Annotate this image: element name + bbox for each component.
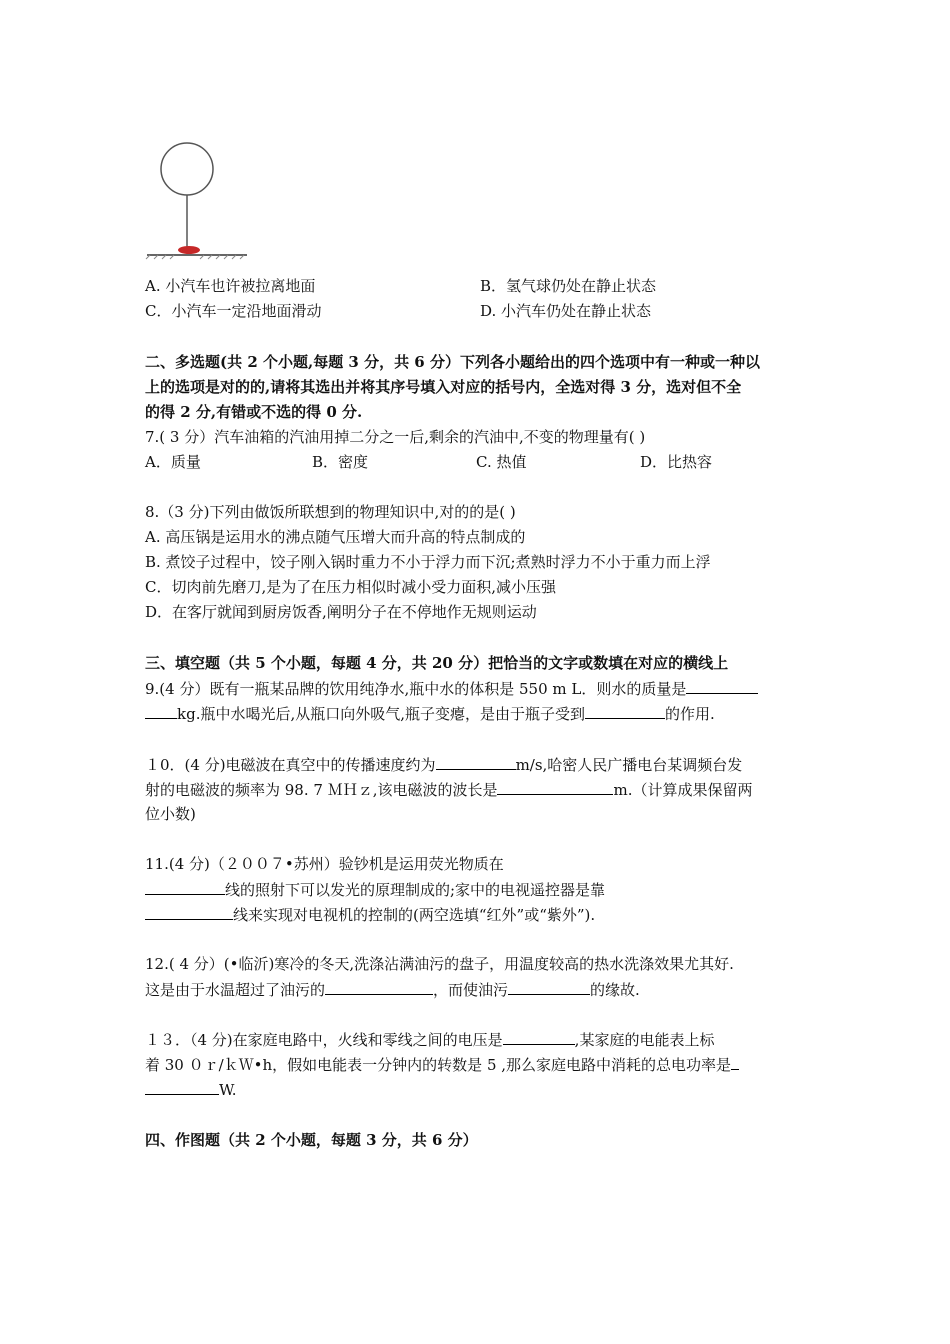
q9-text-1: 9.(4 分）既有一瓶某品牌的饮用纯净水,瓶中水的体积是 550 m L．则水的质量是: [145, 680, 687, 698]
q13-blank-1[interactable]: [503, 1029, 575, 1045]
q10-line3: 位小数): [145, 805, 196, 823]
q7-option-a: A．质量: [145, 453, 201, 471]
q7-stem: 7.( 3 分）汽车油箱的汽油用掉二分之一后,剩余的汽油中,不变的物理量有( ): [145, 428, 646, 446]
q9-blank-2[interactable]: [585, 703, 665, 719]
q8-stem: 8.（3 分)下列由做饭所联想到的物理知识中,对的的是( ): [145, 503, 516, 521]
q12-line1: 12.( 4 分）(•临沂)寒冷的冬天,洗涤沾满油污的盘子，用温度较高的热水洗涤效果尤其好.: [145, 955, 734, 973]
q12-blank-2[interactable]: [508, 979, 590, 995]
q6-option-c: C．小汽车一定沿地面滑动: [145, 302, 322, 320]
q9-text-3: 的作用.: [665, 705, 715, 723]
q8-option-c: C．切肉前先磨刀,是为了在压力相似时减小受力面积,减小压强: [145, 578, 557, 596]
q9-blank-1-cont[interactable]: [145, 703, 177, 719]
q9-line2: [145, 703, 715, 724]
q6-option-d: D. 小汽车仍处在静止状态: [480, 302, 652, 320]
q8-option-d: D．在客厅就闻到厨房饭香,阐明分子在不停地作无规则运动: [145, 603, 537, 621]
section2-title-line1: 二、多选题(共 2 个小题,每题 3 分，共 6 分）下列各小题给出的四个选项中有一种或一种以: [145, 353, 760, 371]
q7-option-c: C. 热值: [476, 453, 527, 471]
q10-text-4: m.（计算成果保留两: [613, 781, 753, 799]
q13-line3: [145, 1079, 237, 1100]
q11-text-2: 线的照射下可以发光的原理制成的;家中的电视遥控器是靠: [225, 881, 606, 899]
balloon-car-figure: [142, 135, 252, 265]
q11-line2: [145, 879, 605, 900]
q6-option-a: A. 小汽车也许被拉离地面: [145, 277, 316, 295]
q9-text-2: kg.瓶中水喝光后,从瓶口向外吸气,瓶子变瘪，是由于瓶子受到: [177, 705, 585, 723]
q13-text-1: １３．（4 分)在家庭电路中，火线和零线之间的电压是: [145, 1031, 503, 1049]
q12-text-2: 这是由于水温超过了油污的: [145, 981, 326, 999]
balloon: [161, 143, 213, 195]
q10-line2: [145, 779, 752, 800]
q10-text-3: 射的电磁波的频率为 98. 7 ＭＨｚ,该电磁波的波长是: [145, 781, 498, 799]
q6-option-b: B．氢气球仍处在静止状态: [480, 277, 657, 295]
q8-option-b: B. 煮饺子过程中，饺子刚入锅时重力不小于浮力而下沉;煮熟时浮力不小于重力而上浮: [145, 553, 711, 571]
q13-text-4: W.: [219, 1081, 237, 1099]
q13-text-2: ,某家庭的电能表上标: [574, 1031, 715, 1049]
q11-blank-2[interactable]: [145, 904, 233, 920]
q7-option-b: B．密度: [312, 453, 369, 471]
q10-line1: [145, 754, 742, 775]
q9-line1: [145, 678, 758, 699]
q10-text-1: １0．(4 分)电磁波在真空中的传播速度约为: [145, 756, 436, 774]
q9-blank-1[interactable]: [686, 678, 758, 694]
q13-line2: [145, 1054, 739, 1075]
section2-title-line3: 的得 2 分,有错或不选的得 0 分.: [145, 403, 363, 421]
q7-option-d: D．比热容: [640, 453, 713, 471]
toy-car: [178, 246, 200, 254]
section3-title: 三、填空题（共 5 个小题，每题 4 分，共 20 分）把恰当的文字或数填在对应的横线上: [145, 654, 729, 672]
q10-text-2: m/s,哈密人民广播电台某调频台发: [515, 756, 743, 774]
q13-text-3: 着 30 ０ｒ/ｋＷ•h，假如电能表一分钟内的转数是 5 ,那么家庭电路中消耗的总电功率是: [145, 1056, 732, 1074]
q12-line2: [145, 979, 640, 1000]
q13-blank-2-cont[interactable]: [145, 1079, 219, 1095]
q13-line1: [145, 1029, 714, 1050]
section4-title: 四、作图题（共 2 个小题，每题 3 分，共 6 分）: [145, 1131, 478, 1149]
section2-title-line2: 上的选项是对的的,请将其选出并将其序号填入对应的括号内，全选对得 3 分，选对但不全: [145, 378, 742, 396]
q10-blank-1[interactable]: [436, 754, 516, 770]
q13-blank-2[interactable]: [731, 1054, 739, 1070]
q8-option-a: A. 高压锅是运用水的沸点随气压增大而升高的特点制成的: [145, 528, 526, 546]
q12-blank-1[interactable]: [325, 979, 433, 995]
q10-blank-2[interactable]: [497, 779, 613, 795]
q11-line1: 11.(4 分)（２００７•苏州）验钞机是运用荧光物质在: [145, 855, 504, 873]
q11-line3: [145, 904, 595, 925]
q12-text-4: 的缘故.: [590, 981, 640, 999]
q12-text-3: ，而使油污: [433, 981, 509, 999]
q11-blank-1[interactable]: [145, 879, 225, 895]
q11-text-3: 线来实现对电视机的控制的(两空选填“红外”或“紫外”).: [233, 906, 596, 924]
